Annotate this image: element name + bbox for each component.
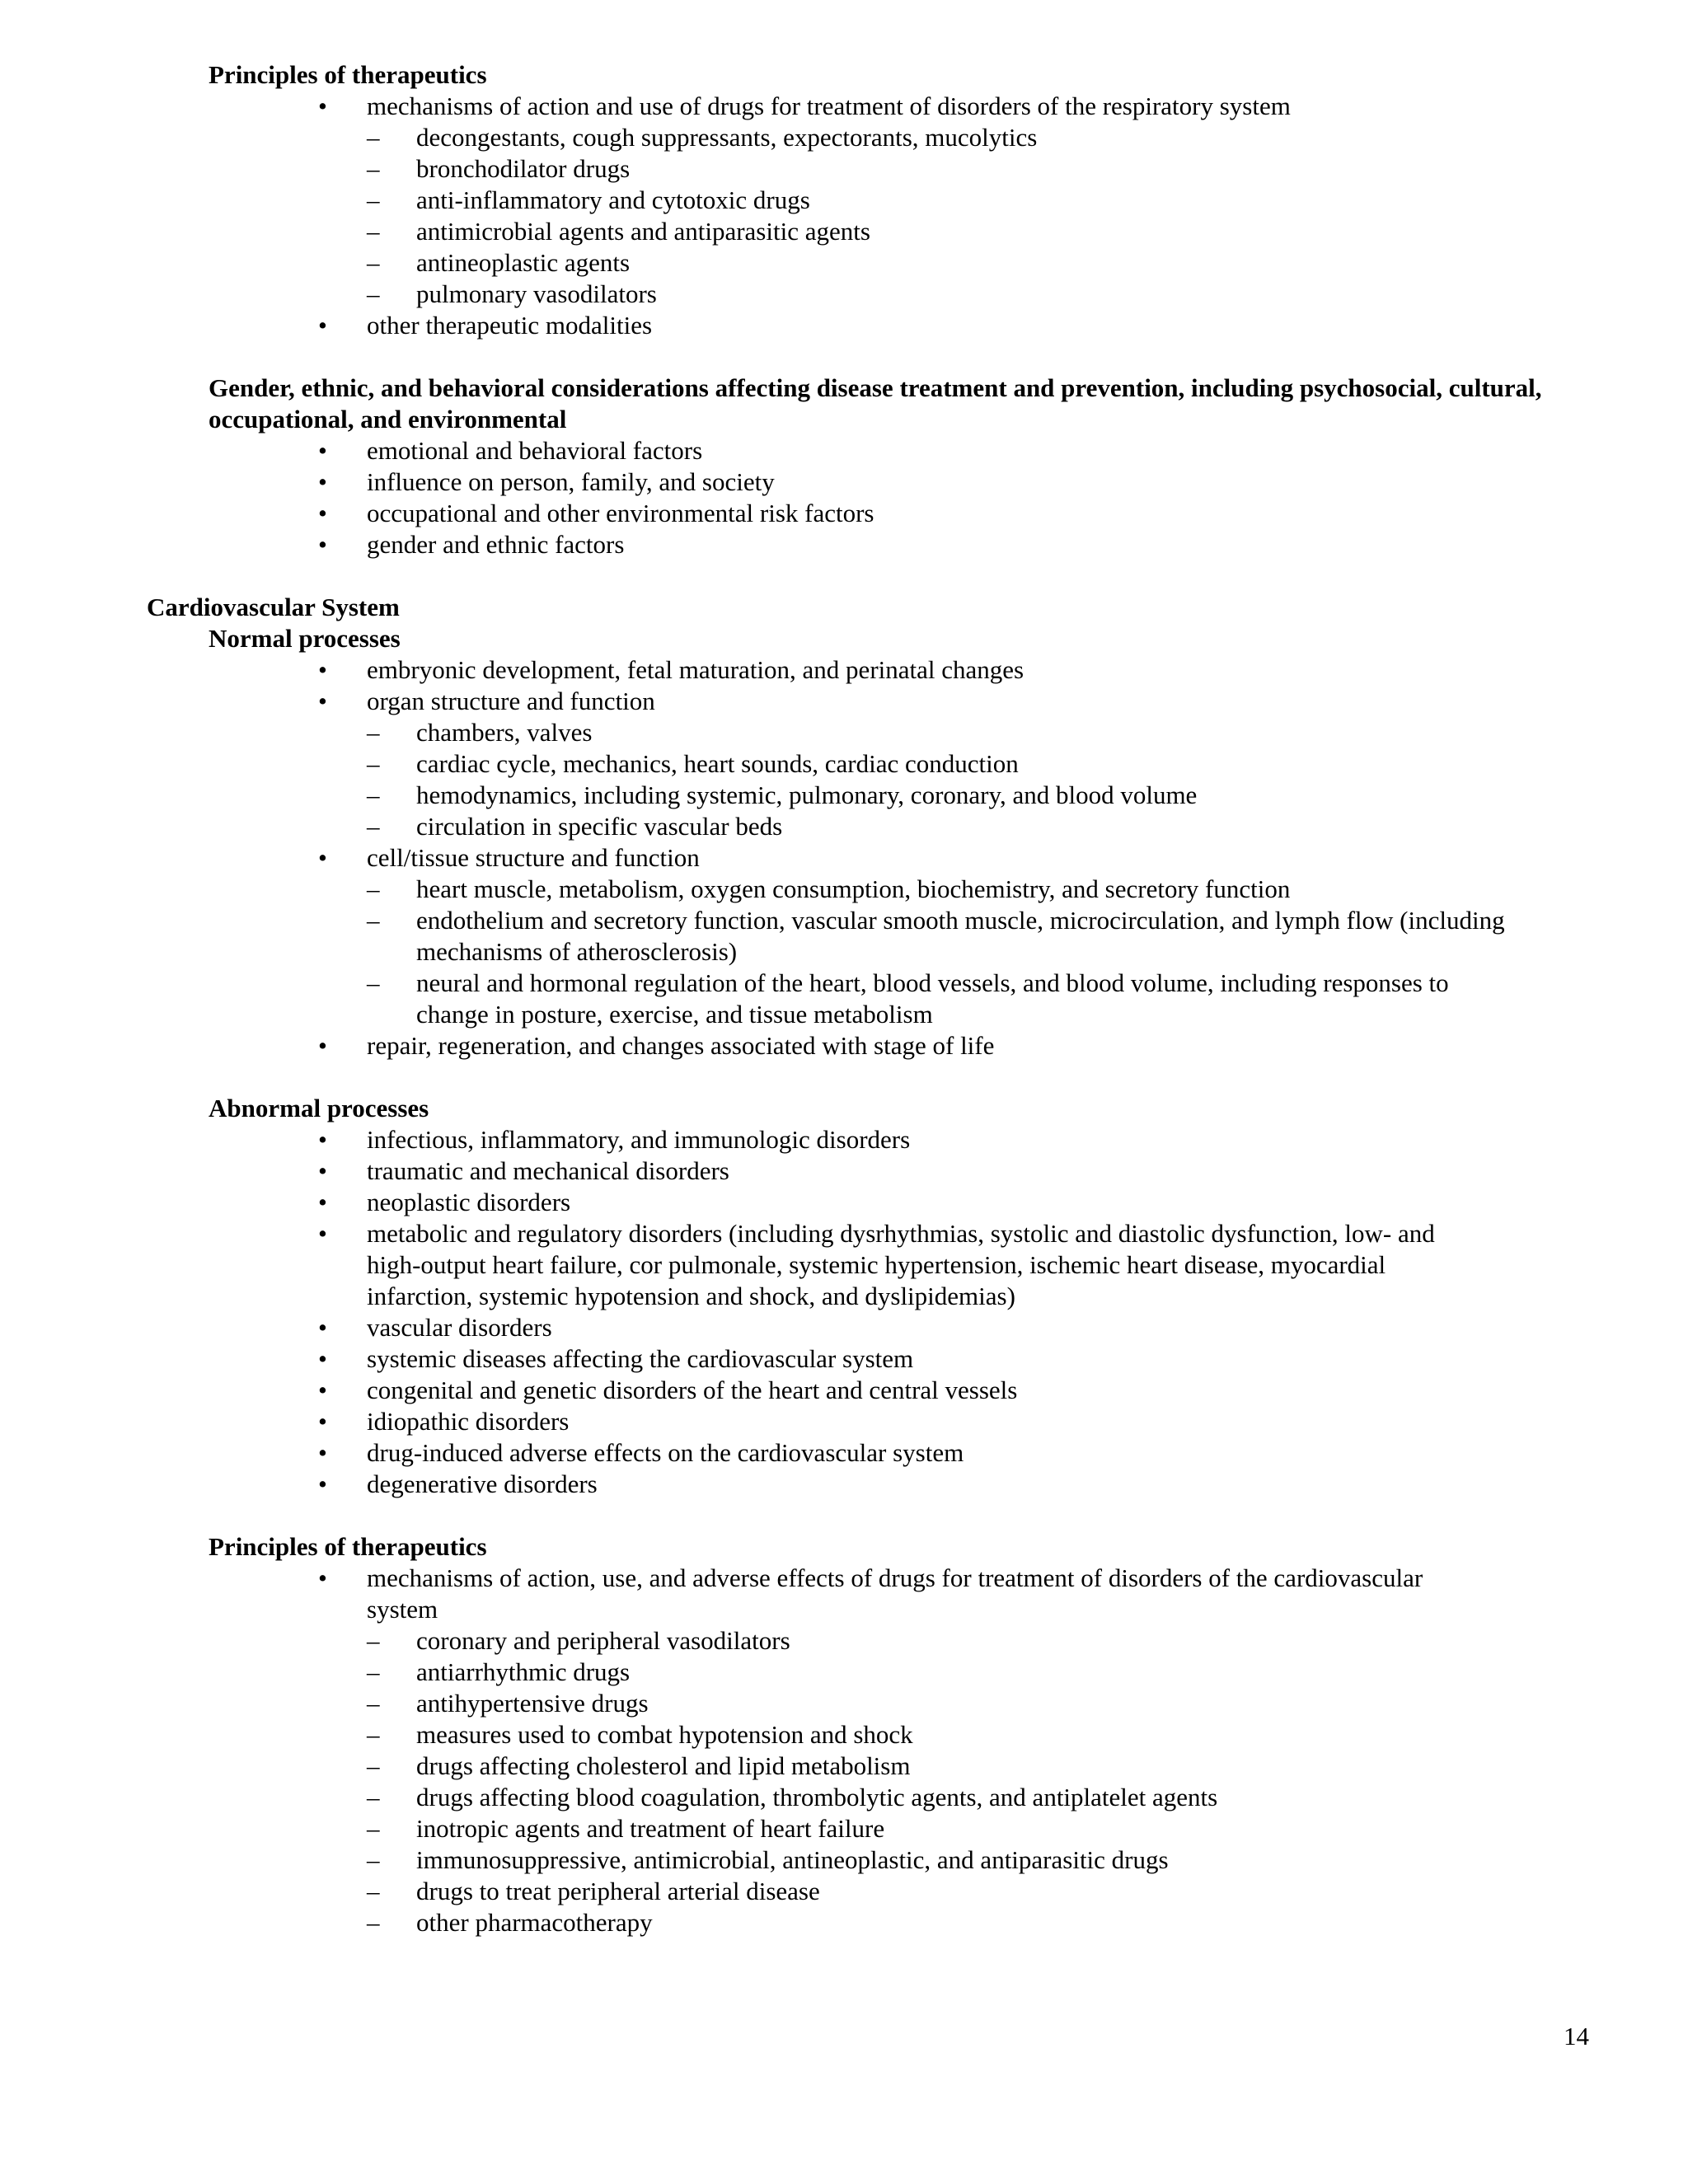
- dash-item: – drugs affecting blood coagulation, thrombolytic agents, and antiplatelet agents: [416, 1782, 1512, 1813]
- bullet-item: [147, 1343, 1465, 1375]
- bullet-text: congenital and genetic disorders of the heart and central vessels: [367, 1376, 1018, 1404]
- dash-item: – bronchodilator drugs: [416, 153, 1512, 185]
- dash-item: – antihypertensive drugs: [416, 1688, 1512, 1719]
- dash-item: – chambers, valves: [416, 717, 1512, 748]
- section-title: Cardiovascular System: [147, 593, 400, 621]
- dash-item: – antiarrhythmic drugs: [416, 1657, 1512, 1688]
- dash-item: – drugs to treat peripheral arterial disease: [416, 1876, 1512, 1907]
- bullet-item: [147, 310, 1465, 341]
- bullet-item: [147, 498, 1465, 529]
- bullet-text: idiopathic disorders: [367, 1407, 570, 1436]
- subsection-title: Abnormal processes: [209, 1094, 429, 1122]
- subsection-title: Principles of therapeutics: [209, 1532, 487, 1561]
- bullet-text: organ structure and function: [367, 687, 655, 715]
- bullet-text: cell/tissue structure and function: [367, 843, 700, 872]
- dash-item: – measures used to combat hypotension and shock: [416, 1719, 1512, 1750]
- subsection-title: Normal processes: [209, 624, 401, 653]
- bullet-item: [147, 1124, 1465, 1155]
- bullet-item: [147, 1030, 1465, 1062]
- subsection-title: Principles of therapeutics: [209, 60, 487, 89]
- dash-list: [367, 874, 1505, 1030]
- subsection-gap: [147, 1062, 1548, 1093]
- document-content: [147, 59, 1548, 1938]
- bullet-list: [147, 654, 1548, 1062]
- bullet-text: mechanisms of action, use, and adverse effects of drugs for treatment of disorders of the cardiovascular system: [367, 1563, 1423, 1624]
- dash-list: [367, 717, 1465, 842]
- subsection-gap: [147, 1500, 1548, 1531]
- bullet-item: [147, 466, 1465, 498]
- bullet-list: [147, 1124, 1548, 1500]
- dash-item: – inotropic agents and treatment of heart failure: [416, 1813, 1512, 1844]
- bullet-item: [147, 1469, 1465, 1500]
- bullet-text: gender and ethnic factors: [367, 530, 625, 559]
- bullet-item: [147, 1312, 1465, 1343]
- dash-list: [367, 1625, 1465, 1938]
- bullet-text: neoplastic disorders: [367, 1188, 571, 1216]
- dash-item: – antimicrobial agents and antiparasitic agents: [416, 216, 1512, 247]
- bullet-text: influence on person, family, and society: [367, 467, 775, 496]
- dash-item: – anti-inflammatory and cytotoxic drugs: [416, 185, 1512, 216]
- bullet-text: emotional and behavioral factors: [367, 436, 703, 465]
- bullet-text: metabolic and regulatory disorders (including dysrhythmias, systolic and diastolic dysfunction, low- and high-output heart failure, cor pulmonale, systemic hypertension, ischemic heart disease, myocardial infarction, systemic hypotension and shock, and dyslipidemias): [367, 1219, 1435, 1310]
- bullet-item: [147, 842, 1505, 1030]
- subsection-title: Gender, ethnic, and behavioral considerations affecting disease treatment and prevention, including psychosocial, cultural, occupational, and environmental: [209, 373, 1542, 434]
- bullet-item: [147, 1187, 1465, 1218]
- dash-item: – neural and hormonal regulation of the heart, blood vessels, and blood volume, including responses to change in posture, exercise, and tissue metabolism: [416, 968, 1512, 1030]
- dash-item: – heart muscle, metabolism, oxygen consumption, biochemistry, and secretory function: [416, 874, 1512, 905]
- bullet-text: other therapeutic modalities: [367, 311, 653, 340]
- bullet-item: [147, 1375, 1465, 1406]
- bullet-item: [147, 1406, 1465, 1437]
- bullet-text: drug-induced adverse effects on the cardiovascular system: [367, 1438, 964, 1467]
- bullet-text: infectious, inflammatory, and immunologic disorders: [367, 1125, 911, 1154]
- bullet-text: occupational and other environmental risk factors: [367, 499, 874, 527]
- dash-item: – hemodynamics, including systemic, pulmonary, coronary, and blood volume: [416, 780, 1512, 811]
- dash-item: – decongestants, cough suppressants, expectorants, mucolytics: [416, 122, 1512, 153]
- dash-item: – pulmonary vasodilators: [416, 279, 1512, 310]
- bullet-item: [147, 91, 1465, 310]
- dash-item: – antineoplastic agents: [416, 247, 1512, 279]
- bullet-item: [147, 1218, 1465, 1312]
- dash-list: [367, 122, 1465, 310]
- dash-item: – immunosuppressive, antimicrobial, antineoplastic, and antiparasitic drugs: [416, 1844, 1512, 1876]
- dash-item: – circulation in specific vascular beds: [416, 811, 1512, 842]
- bullet-list: [147, 435, 1548, 560]
- bullet-list: [147, 91, 1548, 341]
- page-number: 14: [1564, 2022, 1589, 2050]
- subsection-gap: [147, 341, 1548, 373]
- bullet-text: degenerative disorders: [367, 1469, 598, 1498]
- dash-item: – drugs affecting cholesterol and lipid metabolism: [416, 1750, 1512, 1782]
- bullet-item: [147, 1155, 1465, 1187]
- bullet-item: [147, 654, 1465, 686]
- dash-item: – coronary and peripheral vasodilators: [416, 1625, 1512, 1657]
- bullet-item: [147, 435, 1465, 466]
- bullet-item: [147, 1563, 1465, 1938]
- bullet-text: mechanisms of action and use of drugs for treatment of disorders of the respiratory system: [367, 91, 1291, 120]
- bullet-item: [147, 1437, 1465, 1469]
- bullet-text: vascular disorders: [367, 1313, 552, 1342]
- bullet-item: [147, 529, 1465, 560]
- bullet-text: systemic diseases affecting the cardiovascular system: [367, 1344, 914, 1373]
- bullet-list: [147, 1563, 1548, 1938]
- dash-item: – other pharmacotherapy: [416, 1907, 1512, 1938]
- bullet-text: embryonic development, fetal maturation, and perinatal changes: [367, 655, 1025, 684]
- dash-item: – endothelium and secretory function, vascular smooth muscle, microcirculation, and lymph flow (including mechanisms of atherosclerosis): [416, 905, 1512, 968]
- bullet-text: traumatic and mechanical disorders: [367, 1156, 729, 1185]
- dash-item: – cardiac cycle, mechanics, heart sounds, cardiac conduction: [416, 748, 1512, 780]
- section-gap: [147, 560, 1548, 592]
- bullet-item: [147, 686, 1465, 842]
- bullet-text: repair, regeneration, and changes associated with stage of life: [367, 1031, 995, 1060]
